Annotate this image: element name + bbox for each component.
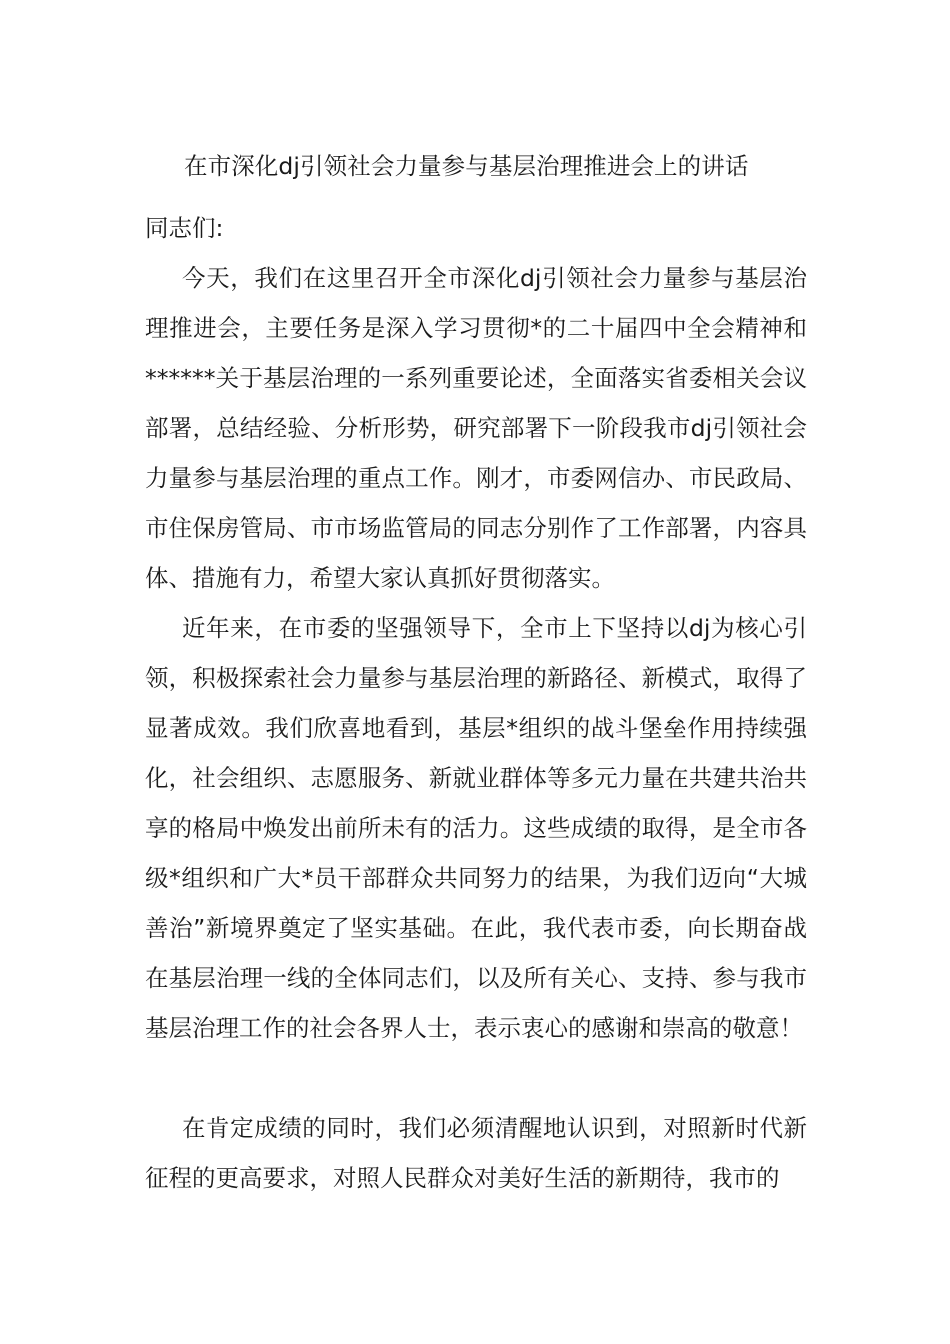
document-title: 在市深化dj引领社会力量参与基层治理推进会上的讲话: [184, 152, 749, 180]
salutation: 同志们:: [145, 214, 224, 242]
paragraph-2: 近年来，在市委的坚强领导下，全市上下坚持以dj为核心引领，积极探索社会力量参与基层治理的新路径、新模式，取得了显著成效。我们欣喜地看到，基层*组织的战斗堡垒作用持续强化，社会组织、志愿服务、新就业群体等多元力量在共建共治共享的格局中焕发出前所未有的活力。这些成绩的取得，是全市各级*组织和广大*员干部群众共同努力的结果，为我们迈向“大城善治”新境界奠定了坚实基础。在此，我代表市委，向长期奋战在基层治理一线的全体同志们，以及所有关心、支持、参与我市基层治理工作的社会各界人士，表示衷心的感谢和崇高的敬意！: [145, 614, 807, 1042]
paragraph-1: 今天，我们在这里召开全市深化dj引领社会力量参与基层治理推进会，主要任务是深入学习贯彻*的二十届四中全会精神和******关于基层治理的一系列重要论述，全面落实省委相关会议部署，总结经验、分析形势，研究部署下一阶段我市dj引领社会力量参与基层治理的重点工作。刚才，市委网信办、市民政局、市住保房管局、市市场监管局的同志分别作了工作部署，内容具体、措施有力，希望大家认真抓好贯彻落实。: [145, 264, 807, 592]
paragraph-3: 在肯定成绩的同时，我们必须清醒地认识到，对照新时代新征程的更高要求，对照人民群众对美好生活的新期待，我市的: [145, 1114, 807, 1192]
